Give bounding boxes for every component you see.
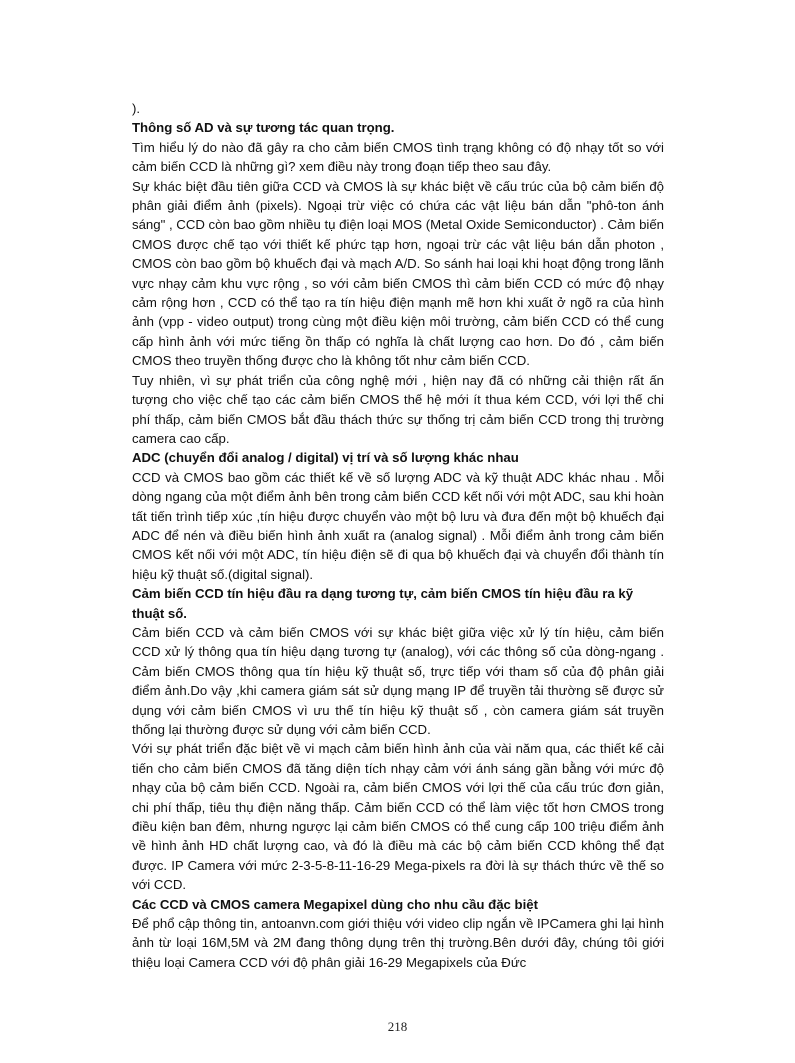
paragraph: Cảm biến CCD và cảm biến CMOS với sự khác biệt giữa việc xử lý tín hiệu, cảm biến CCD xử lý thông qua tín hiệu dạng tương tự (analog), với các thông số của dòng-ngang . Cảm biến CMOS thông qua tín hiệu kỹ thuật số, trực tiếp với tham số của độ phân giải điểm ảnh.Do vậy ,khi camera giám sát sử dụng mạng IP để truyền tải thường sẽ được sử dụng với cảm biến CMOS vì ưu thế tín hiệu kỹ thuật số , còn camera giám sát truyền thống lại thường được sử dụng với cảm biến CCD. (132, 624, 664, 737)
paragraph: Tìm hiểu lý do nào đã gây ra cho cảm biến CMOS tình trạng không có độ nhạy tốt so với cảm biến CCD là những gì? xem điều này trong đoạn tiếp theo sau đây. (132, 139, 664, 175)
paragraph: Sự khác biệt đầu tiên giữa CCD và CMOS là sự khác biệt về cấu trúc của bộ cảm biến độ phân giải điểm ảnh (pixels). Ngoại trừ việc có chứa các vật liệu bán dẫn "phô-ton ánh sáng" , CCD còn bao gồm nhiều tụ điện loại MOS (Metal Oxide Semiconductor) . Cảm biến CMOS được chế tạo với thiết kế phức tạp hơn, ngoại trừ các vật liệu bán dẫn photon , CMOS còn bao gồm bộ khuếch đại và mạch A/D. So sánh hai loại khi hoạt động trong lãnh vực nhạy cảm khu vực rộng , so với cảm biến CMOS thì cảm biến CCD có mức độ nhạy cảm rộng hơn , CCD có thể tạo ra tín hiệu điện mạnh mẽ hơn khi xuất ở ngõ ra của hình ảnh (vpp - video output) trong cùng một điều kiện môi trường, cảm biến CCD có thể cung cấp hình ảnh với mức tiếng ồn thấp có nghĩa là chất lượng cao hơn. Do đó , cảm biến CMOS theo truyền thống được cho là không tốt như cảm biến CCD. (132, 178, 664, 369)
section-heading-ad-parameters: Thông số AD và sự tương tác quan trọng. (132, 120, 395, 136)
section-heading-adc: ADC (chuyển đổi analog / digital) vị trí và số lượng khác nhau (132, 450, 519, 466)
section-heading-megapixel-cameras: Các CCD và CMOS camera Megapixel dùng cho nhu cầu đặc biệt (132, 896, 538, 912)
section-heading-output-signal: Cảm biến CCD tín hiệu đầu ra dạng tương tự, cảm biến CMOS tín hiệu đầu ra kỹ thuật số. (132, 586, 634, 621)
lead-fragment: ). (132, 101, 141, 116)
page-number: 218 (387, 1019, 408, 1034)
paragraph: Để phổ cập thông tin, antoanvn.com giới thiệu với video clip ngắn về IPCamera ghi lại hình ảnh từ loại 16M,5M và 2M đang thông dụng trên thị trường.Bên dưới đây, chúng tôi giới thiệu loại Camera CCD với độ phân giải 16-29 Megapixels của Đức (132, 916, 664, 970)
paragraph: CCD và CMOS bao gồm các thiết kế về số lượng ADC và kỹ thuật ADC khác nhau . Mỗi dòng ngang của một điểm ảnh bên trong cảm biến CCD kết nối với một ADC, sau khi hoàn tất tiến trình tiếp xúc ,tín hiệu được chuyển vào một bộ lưu và đưa đến một bộ khuếch đại ADC để nén và điều biến hình ảnh xuất ra (analog signal) . Mỗi điểm ảnh trong cảm biến CMOS kết nối với một ADC, tín hiệu điện sẽ đi qua bộ khuếch đại và chuyển đổi thành tín hiệu kỹ thuật số.(digital signal). (132, 469, 664, 582)
paragraph: Với sự phát triển đặc biệt về vi mạch cảm biến hình ảnh của vài năm qua, các thiết kế cải tiến cho cảm biến CMOS đã tăng diện tích nhạy cảm với ánh sáng gần bằng với mức độ nhạy của bộ cảm biến CCD. Ngoài ra, cảm biến CMOS với lợi thế của cấu trúc đơn giản, chi phí thấp, tiêu thụ điện năng thấp. Cảm biến CCD có thể làm việc tốt hơn CMOS trong điều kiện ban đêm, nhưng ngược lại cảm biến CMOS có thể cung cấp 100 triệu điểm ảnh về hình ảnh HD chất lượng cao, và đó là điều mà các bộ cảm biến CCD không thể đạt được. IP Camera với mức 2-3-5-8-11-16-29 Mega-pixels ra đời là sự thách thức về thế so với CCD. (132, 741, 664, 893)
document-body (132, 99, 664, 972)
paragraph: Tuy nhiên, vì sự phát triển của công nghệ mới , hiện nay đã có những cải thiện rất ấn tượng cho việc chế tạo các cảm biến CMOS thế hệ mới ít thua kém CCD, với lợi thế chi phí thấp, cảm biến CMOS bắt đầu thách thức sự thống trị cảm biến CCD trong thị trường camera cao cấp. (132, 372, 664, 446)
